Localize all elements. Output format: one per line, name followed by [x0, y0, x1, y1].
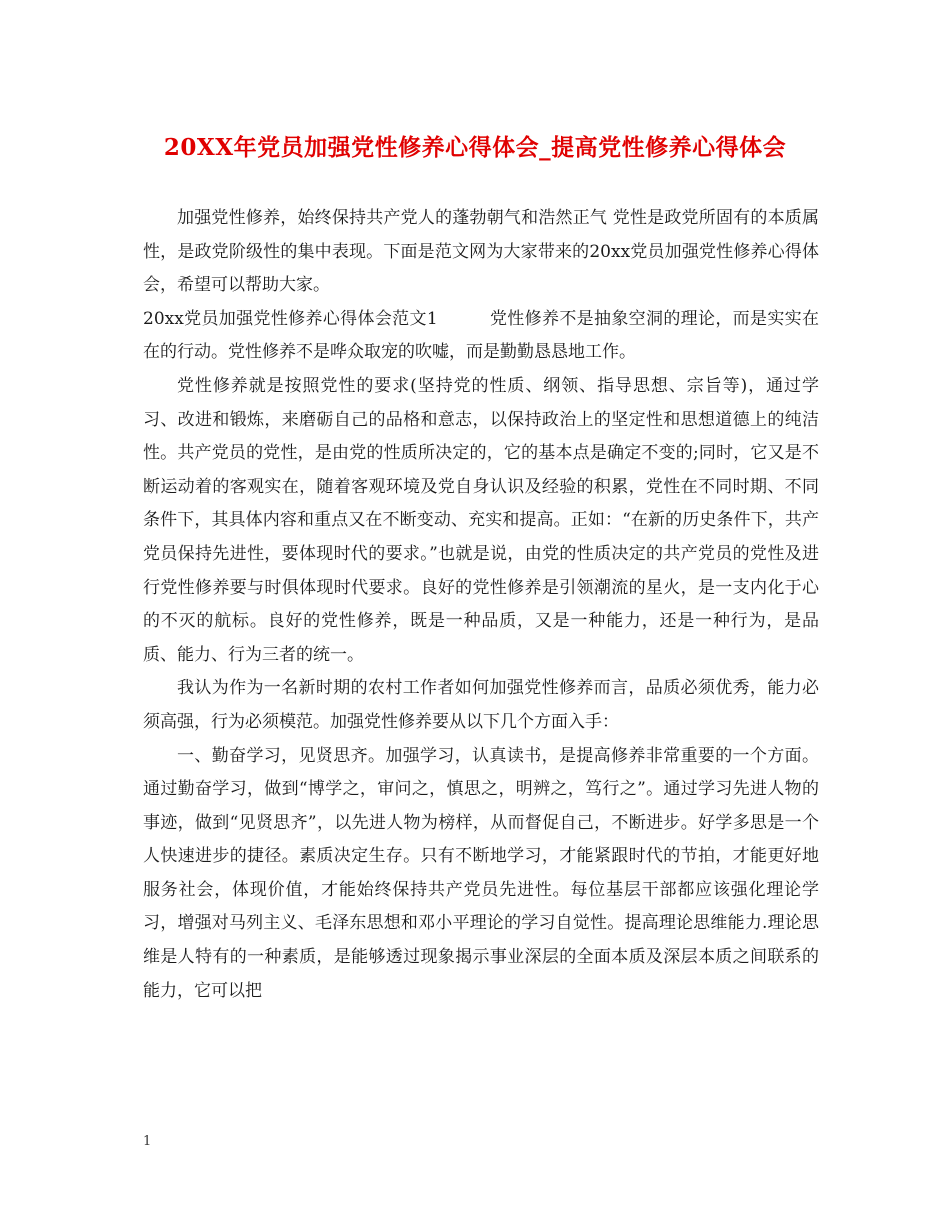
paragraph-rural-worker: 我认为作为一名新时期的农村工作者如何加强党性修养而言，品质必须优秀，能力必须高强，行为必须模范。加强党性修养要从以下几个方面入手：	[143, 678, 819, 732]
paragraph-intro: 加强党性修养，始终保持共产党人的蓬勃朝气和浩然正气 党性是政党所固有的本质属性，是政党阶级性的集中表现。下面是范文网为大家带来的20xx党员加强党性修养心得体会，希望可以帮助大家。	[143, 208, 819, 296]
paragraph-party-nature: 党性修养就是按照党性的要求(坚持党的性质、纲领、指导思想、宗旨等)，通过学习、改进和锻炼，来磨砺自己的品格和意志，以保持政治上的坚定性和思想道德上的纯洁性。共产党员的党性，是由党的性质所决定的，它的基本点是确定不变的;同时，它又是不断运动着的客观实在，随着客观环境及党自身认识及经验的积累，党性在不同时期、不同条件下，其具体内容和重点又在不断变动、充实和提高。正如：“在新的历史条件下，共产党员保持先进性，要体现时代的要求。”也就是说，由党的性质决定的共产党员的党性及进行党性修养要与时俱体现时代要求。良好的党性修养是引领潮流的星火，是一支内化于心的不灭的航标。良好的党性修养，既是一种品质，又是一种能力，还是一种行为，是品质、能力、行为三者的统一。	[143, 375, 819, 665]
paragraph-sample-heading: 20xx党员加强党性修养心得体会范文1 党性修养不是抽象空洞的理论，而是实实在在的行动。党性修养不是哗众取宠的吹嘘，而是勤勤恳恳地工作。	[143, 308, 819, 363]
page-number: 1	[143, 1134, 152, 1149]
document-title: 20XX年党员加强党性修养心得体会_提高党性修养心得体会	[163, 134, 787, 161]
paragraph-point-one: 一、勤奋学习，见贤思齐。加强学习，认真读书，是提高修养非常重要的一个方面。通过勤奋学习，做到“博学之，审问之，慎思之，明辨之，笃行之”。通过学习先进人物的事迹，做到“见贤思齐”，以先进人物为榜样，从而督促自己，不断进步。好学多思是一个人快速进步的捷径。素质决定生存。只有不断地学习，才能紧跟时代的节拍，才能更好地服务社会，体现价值，才能始终保持共产党员先进性。每位基层干部都应该强化理论学习，增强对马列主义、毛泽东思想和邓小平理论的学习自觉性。提高理论思维能力.理论思维是人特有的一种素质，是能够透过现象揭示事业深层的全面本质及深层本质之间联系的能力，它可以把	[143, 745, 819, 1001]
document-body	[143, 202, 819, 1008]
